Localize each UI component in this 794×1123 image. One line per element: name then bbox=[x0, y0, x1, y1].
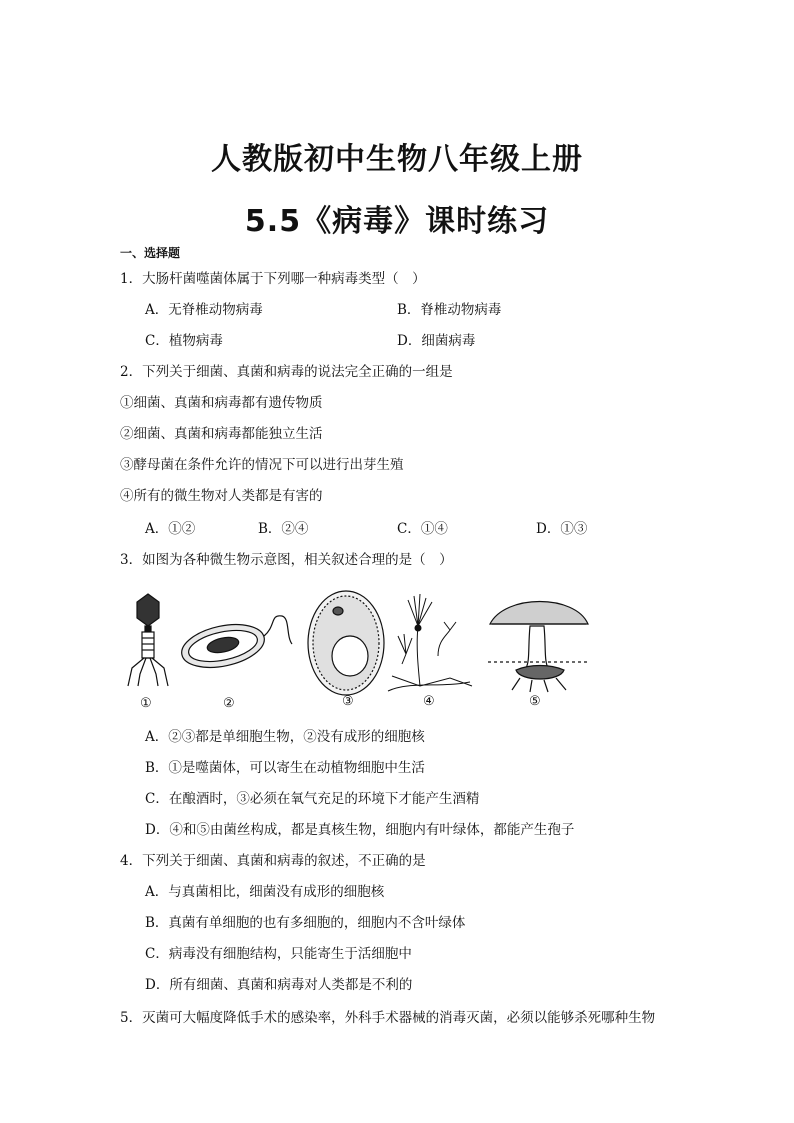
section-heading: 一、选择题 bbox=[120, 246, 181, 260]
q3-option-d: D．④和⑤由菌丝构成，都是真核生物，细胞内有叶绿体，都能产生孢子 bbox=[145, 822, 575, 838]
q1-option-c: C．植物病毒 bbox=[145, 333, 223, 349]
microorganism-illustrations bbox=[120, 586, 600, 716]
figure-label-3: ③ bbox=[342, 694, 354, 709]
q1-option-a: A．无脊椎动物病毒 bbox=[145, 302, 263, 318]
phage-drawing bbox=[128, 594, 168, 686]
q2-statement-4: ④所有的微生物对人类都是有害的 bbox=[120, 488, 323, 504]
q1-option-b: B．脊椎动物病毒 bbox=[397, 302, 502, 318]
q1-stem: 1．大肠杆菌噬菌体属于下列哪一种病毒类型（ ） bbox=[120, 271, 426, 287]
q3-option-c: C．在酿酒时，③必须在氧气充足的环境下才能产生酒精 bbox=[145, 791, 480, 807]
q4-stem: 4．下列关于细菌、真菌和病毒的叙述，不正确的是 bbox=[120, 853, 426, 869]
q1-option-d: D．细菌病毒 bbox=[397, 333, 476, 349]
mushroom-drawing bbox=[488, 602, 590, 693]
q2-statement-2: ②细菌、真菌和病毒都能独立生活 bbox=[120, 426, 323, 442]
figure-label-5: ⑤ bbox=[529, 694, 541, 709]
q4-option-b: B．真菌有单细胞的也有多细胞的，细胞内不含叶绿体 bbox=[145, 915, 466, 931]
q3-option-b: B．①是噬菌体，可以寄生在动植物细胞中生活 bbox=[145, 760, 425, 776]
title-line-2: 5.5《病毒》课时练习 bbox=[244, 204, 550, 239]
q3-option-a: A．②③都是单细胞生物，②没有成形的细胞核 bbox=[145, 729, 425, 745]
q2-option-d: D．①③ bbox=[536, 521, 588, 537]
q3-stem: 3．如图为各种微生物示意图，相关叙述合理的是（ ） bbox=[120, 552, 453, 568]
q2-statement-3: ③酵母菌在条件允许的情况下可以进行出芽生殖 bbox=[120, 457, 404, 473]
figure-label-1: ① bbox=[140, 696, 152, 711]
microorganism-figure bbox=[120, 586, 600, 716]
bacterium-drawing bbox=[178, 616, 292, 675]
q4-option-a: A．与真菌相比，细菌没有成形的细胞核 bbox=[145, 884, 385, 900]
q2-option-c: C．①④ bbox=[397, 521, 448, 537]
figure-label-2: ② bbox=[223, 696, 235, 711]
q2-option-b: B．②④ bbox=[258, 521, 309, 537]
q2-stem: 2．下列关于细菌、真菌和病毒的说法完全正确的一组是 bbox=[120, 364, 453, 380]
figure-label-4: ④ bbox=[423, 694, 435, 709]
q4-option-d: D．所有细菌、真菌和病毒对人类都是不利的 bbox=[145, 977, 413, 993]
q2-option-a: A．①② bbox=[145, 521, 196, 537]
q4-option-c: C．病毒没有细胞结构，只能寄生于活细胞中 bbox=[145, 946, 412, 962]
yeast-drawing bbox=[308, 591, 384, 695]
mold-drawing bbox=[388, 594, 472, 691]
q5-stem: 5．灭菌可大幅度降低手术的感染率，外科手术器械的消毒灭菌，必须以能够杀死哪种生物 bbox=[120, 1010, 656, 1026]
q2-statement-1: ①细菌、真菌和病毒都有遗传物质 bbox=[120, 395, 323, 411]
title-line-1: 人教版初中生物八年级上册 bbox=[211, 142, 583, 177]
